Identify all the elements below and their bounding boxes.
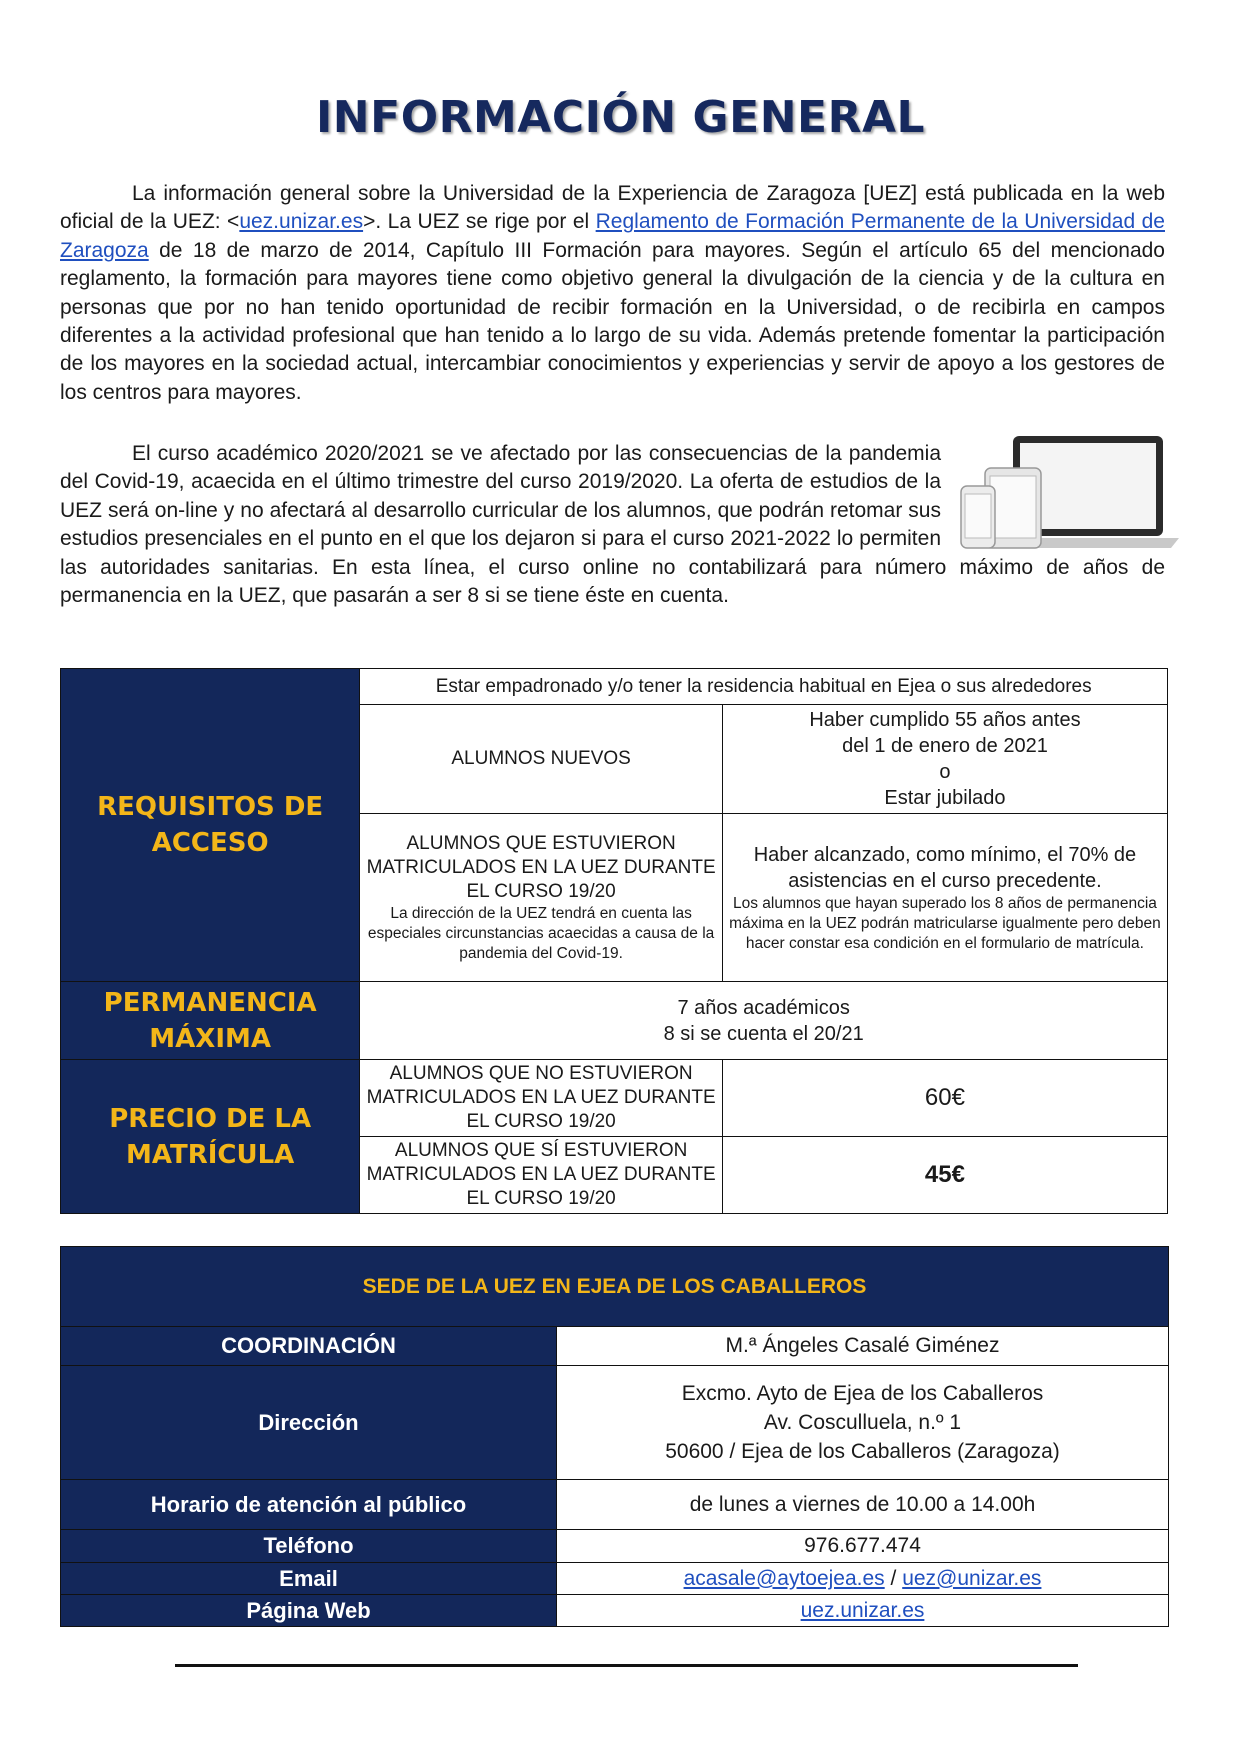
- requirements-table: [60, 668, 1168, 1214]
- web-label: Página Web: [61, 1595, 557, 1627]
- intro-text-3: de 18 de marzo de 2014, Capítulo III Formación para mayores. Según el artículo 65 del mencionado reglamento, la formación para mayores tiene como objetivo general la divulgación de la ciencia y de la cultura en personas que por no han tenido oportunidad de recibir formación en la Universidad, o de recibirla en campos diferentes a la actividad profesional que han tenido a lo largo de su vida. Además pretende fomentar la participación de los mayores en la sociedad actual, intercambiar conocimientos y experiencias y servir de apoyo a los gestores de los centros para mayores.: [60, 238, 1165, 404]
- intro-text-2: >. La UEZ se rige por el: [363, 210, 596, 234]
- email-label: Email: [61, 1563, 557, 1595]
- devices-icon: [957, 434, 1179, 552]
- address-value: Excmo. Ayto de Ejea de los Caballeros Av. Cosculluela, n.º 1 50600 / Ejea de los Caballeros (Zaragoza): [557, 1366, 1169, 1480]
- coordination-value: M.ª Ángeles Casalé Giménez: [557, 1327, 1169, 1366]
- price-row-2-label: ALUMNOS QUE SÍ ESTUVIERON MATRICULADOS EN LA UEZ DURANTE EL CURSO 19/20: [360, 1137, 723, 1214]
- phone-value: 976.677.474: [557, 1530, 1169, 1563]
- page-title: INFORMACIÓN GENERAL: [315, 92, 926, 143]
- covid-text: El curso académico 2020/2021 se ve afectado por las consecuencias de la pandemia del Covid-19, acaecida en el último trimestre del curso 2019/2020. La oferta de estudios de la UEZ será on-line y no afectará al desarrollo curricular de los alumnos, que podrán retomar sus estudios presenciales en el punto en el que los dejaron si para el curso 2021-2022 lo permiten las autoridades sanitarias. En esta línea, el curso online no contabilizará para número máximo de años de permanencia en la UEZ, que pasarán a ser 8 si se tiene éste en cuenta.: [60, 442, 1165, 608]
- email-link-uez[interactable]: uez@unizar.es: [902, 1566, 1042, 1590]
- price-row-1-value: 60€: [722, 1060, 1167, 1137]
- new-students-requirement: Haber cumplido 55 años antes del 1 de enero de 2021 o Estar jubilado: [722, 705, 1167, 814]
- hours-label: Horario de atención al público: [61, 1480, 557, 1530]
- new-students-label: ALUMNOS NUEVOS: [360, 705, 723, 814]
- sede-header: SEDE DE LA UEZ EN EJEA DE LOS CABALLEROS: [61, 1247, 1169, 1327]
- uez-website-link[interactable]: uez.unizar.es: [239, 210, 364, 234]
- intro-paragraph: [60, 180, 1165, 407]
- phone-label: Teléfono: [61, 1530, 557, 1563]
- returning-students-requirement: Haber alcanzado, como mínimo, el 70% de asistencias en el curso precedente. Los alumnos que hayan superado los 8 años de permanencia máxima en la UEZ podrán matricularse igualmente pero deben hacer constar esa condición en el formulario de matrícula.: [722, 814, 1167, 982]
- intro-text-1: La información general sobre la Universidad de la Experiencia de Zaragoza [UEZ] está publicada en la web oficial de la UEZ: <: [60, 182, 1165, 234]
- returning-students-cell: [360, 814, 723, 982]
- web-value: [557, 1595, 1169, 1627]
- access-requirements-label: REQUISITOS DE ACCESO: [61, 669, 360, 982]
- covid-paragraph: [60, 440, 1165, 610]
- address-label: Dirección: [61, 1366, 557, 1480]
- residence-requirement: Estar empadronado y/o tener la residencia habitual en Ejea o sus alrededores: [360, 669, 1168, 705]
- permanence-label: PERMANENCIA MÁXIMA: [61, 982, 360, 1060]
- reglamento-link[interactable]: Reglamento de Formación Permanente de la Universidad de Zaragoza: [60, 210, 1165, 262]
- sede-table: [60, 1246, 1169, 1627]
- bottom-divider: [175, 1664, 1078, 1667]
- email-value: acasale@aytoejea.es / uez@unizar.es: [557, 1563, 1169, 1595]
- hours-value: de lunes a viernes de 10.00 a 14.00h: [557, 1480, 1169, 1530]
- web-link[interactable]: uez.unizar.es: [800, 1598, 925, 1622]
- returning-students-label: ALUMNOS QUE ESTUVIERON MATRICULADOS EN LA UEZ DURANTE EL CURSO 19/20: [366, 832, 716, 902]
- permanence-value: 7 años académicos 8 si se cuenta el 20/21: [360, 982, 1168, 1060]
- price-label: PRECIO DE LA MATRÍCULA: [61, 1060, 360, 1214]
- coordination-label: COORDINACIÓN: [61, 1327, 557, 1366]
- returning-students-note: La dirección de la UEZ tendrá en cuenta las especiales circunstancias acaecidas a causa de la pandemia del Covid-19.: [367, 904, 715, 962]
- price-row-2-value: 45€: [722, 1137, 1167, 1214]
- price-row-1-label: ALUMNOS QUE NO ESTUVIERON MATRICULADOS EN LA UEZ DURANTE EL CURSO 19/20: [360, 1060, 723, 1137]
- email-link-ayto[interactable]: acasale@aytoejea.es: [683, 1566, 885, 1590]
